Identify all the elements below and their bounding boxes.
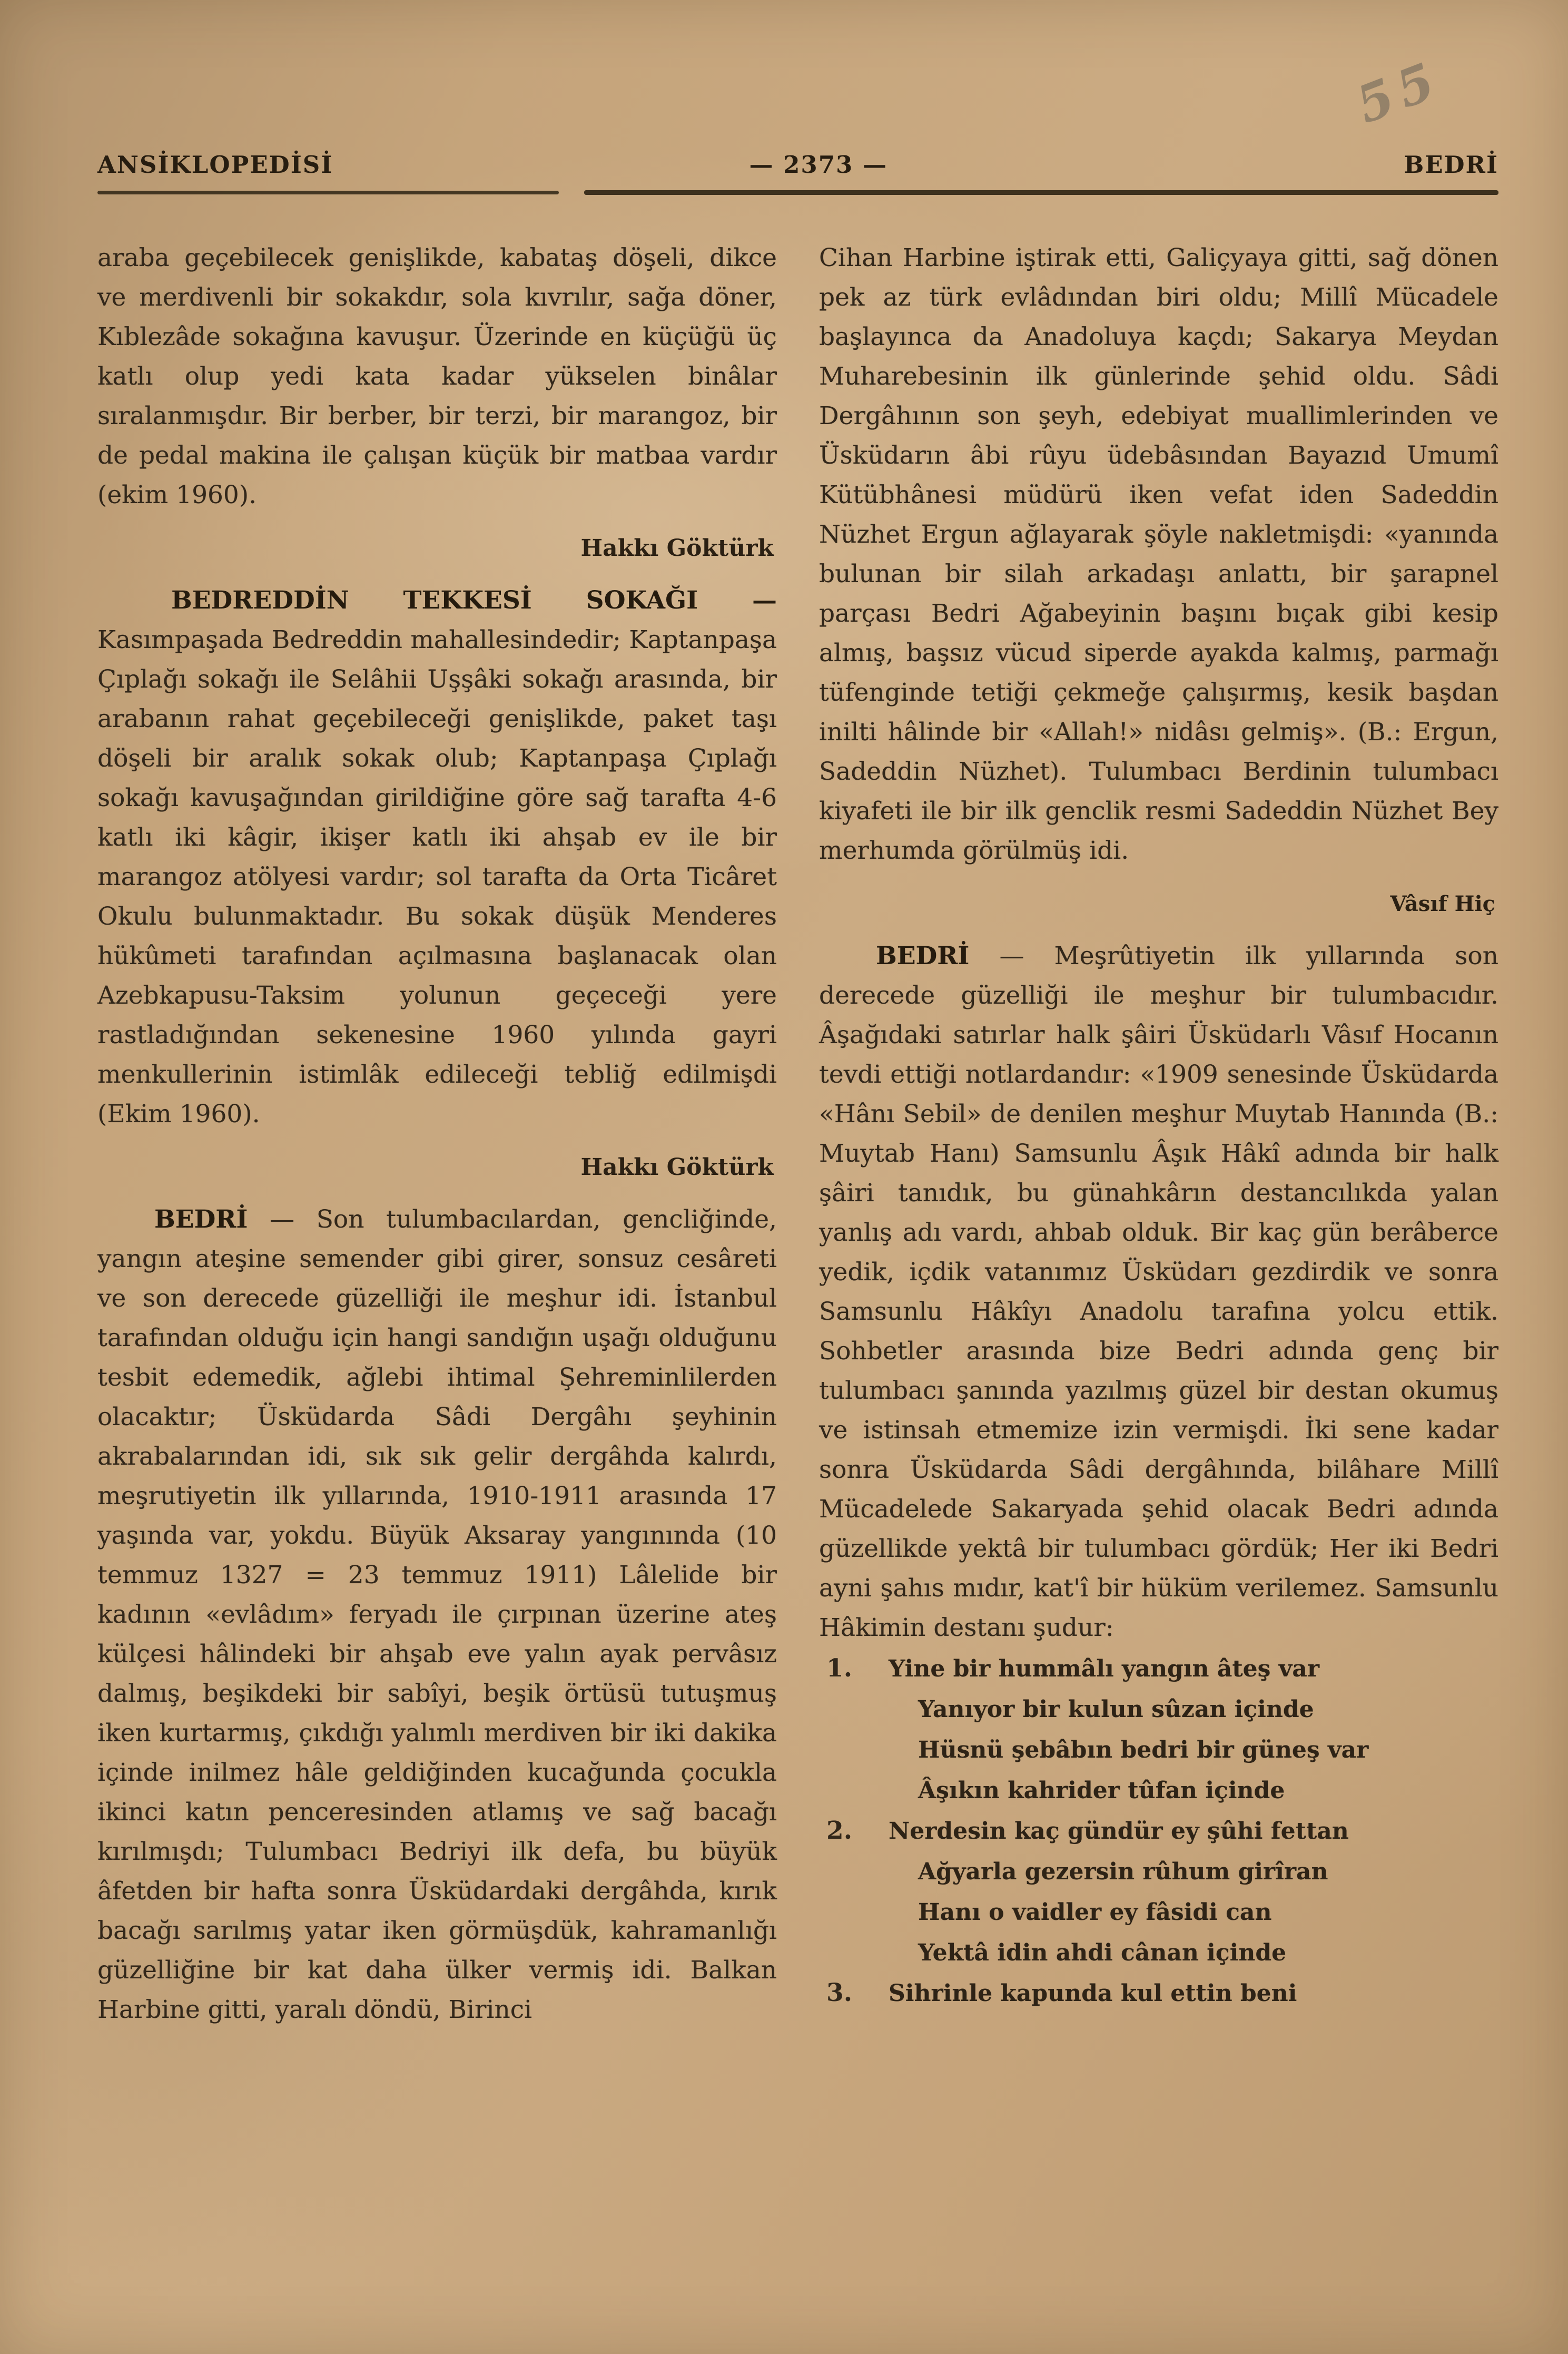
article-body-bedri: — Son tulumbacılardan, gencliğinde, yangın ateşine semender gibi girer, sonsuz cesâreti ve son derecede güzelliği ile meşhur idi. İstanbul tarafından olduğu için hangi sandığın uşağı olduğunu tesbit edemedik, ağlebi ihtimal Şehreminlilerden olacaktır; Üsküdarda Sâdi Dergâhı şeyhinin akrabalarından idi, sık sık gelir dergâhda kalırdı, meşrutiyetin ilk yıllarında, 1910-1911 arasında 17 yaşında var, yokdu. Büyük Aksaray yangınında (10 temmuz 1327 = 23 temmuz 1911) Lâlelide bir kadının «evlâdım» feryadı ile çırpınan üzerine ateş külçesi hâlindeki bir ahşab eve yalın ayak pervâsız dalmış, beşikdeki bir sabîyi, beşik örtüsü tutuşmuş iken kurtarmış, çıkdığı yalımlı merdiven bir iki dakika içinde inilmez hâle geldiğinden kucağunda çocukla ikinci katın penceresinden atlamış ve sağ bacağı kırılmışdı; Tulumbacı Bedriyi ilk defa, bu büyük âfetden bir hafta sonra Üsküdardaki dergâhda, kırık bacağı sarılmış yatar iken görmüşdük, kahramanlığı güzelliğine bir kat daha ülker vermiş idi. Balkan Harbine gitti, yaralı döndü, Birinci (97, 1205, 777, 2024)
verse-stanza (819, 1811, 1498, 1973)
verse-stanza (819, 1649, 1498, 1811)
header-rule-right-segment (584, 190, 1498, 195)
verse-line: Ağyarla gezersin rûhum girîran (918, 1858, 1328, 1885)
right-column (819, 238, 1498, 2029)
verse-line: Hanı o vaidler ey fâsidi can (918, 1899, 1272, 1926)
header-rule-left-segment (97, 191, 559, 194)
article-bedri-mesrutiyet (819, 936, 1498, 1647)
continuation-paragraph: araba geçebilecek genişlikde, kabataş döşeli, dikce ve merdivenli bir sokakdır, sola kıvrılır, sağa döner, Kıblezâde sokağına kavuşur. Üzerinde en küçüğü üç katlı olup yedi kata kadar yükselen binâlar sıralanmışdır. Bir berber, bir terzi, bir marangoz, bir de pedal makina ile çalışan küçük bir matbaa vardır (ekim 1960). (97, 243, 777, 509)
article-body-bedreddin-tekkesi-sokagi: Kasımpaşada Bedreddin mahallesindedir; Kaptanpaşa Çıplağı sokağı ile Selâhii Uşşâki sokağı arasında, bir arabanın rahat geçebileceği genişlikde, paket taşı döşeli bir aralık sokak olub; Kaptanpaşa Çıplağı sokağı kavuşağından girildiğine göre sağ tarafta 4-6 katlı iki kâgir, ikişer katlı iki ahşab ev ile bir marangoz atölyesi vardır; sol tarafta da Orta Ticâret Okulu bulunmaktadır. Bu sokak düşük Menderes hükûmeti tarafından açılmasına başlanacak olan Azebkapusu-Taksim yolunun geçeceği yere rastladığından sekenesine 1960 yılında gayri menkullerinin istimlâk edileceği tebliğ edilmişdi (Ekim 1960). (97, 625, 777, 1129)
author-signature: Vâsıf Hiç (1390, 891, 1495, 916)
stanza-number: 2. (826, 1816, 853, 1845)
verse-stanza (819, 1973, 1498, 2014)
article-body-bedri: — Meşrûtiyetin ilk yıllarında son derecede güzelliği ile meşhur bir tulumbacıdır. Âşağıdaki satırlar halk şâiri Üsküdarlı Vâsıf Hocanın tevdi ettiği notlardandır: «1909 senesinde Üsküdarda «Hânı Sebil» de denilen meşhur Muytab Hanında (B.: Muytab Hanı) Samsunlu Âşık Hâkî adında bir halk şâiri tanıdık, bu günahkârın destancılıkda yalan yanlış adı vardı, ahbab olduk. Bir kaç gün berâberce yedik, içdik vatanımız Üsküdarı gezdirdik ve sonra Samsunlu Hâkîyı Anadolu tarafına yolcu ettik. Sohbetler arasında bize Bedri adında genç bir tulumbacı şanında yazılmış güzel bir destan okumuş ve istinsah etmemize izin vermişdi. İki sene kadar sonra Üsküdarda Sâdi dergâhında, bilâhare Millî Mücadelede Sakaryada şehid olacak Bedri adında güzellikde yektâ bir tulumbacı gördük; Her iki Bedri ayni şahıs mıdır, kat'î bir hüküm verilemez. Samsunlu Hâkimin destanı şudur: (819, 941, 1498, 1642)
article-heading-bedri: BEDRİ (154, 1205, 248, 1234)
handwritten-page-mark: 55 (1348, 48, 1449, 135)
verse-line: Hüsnü şebâbın bedri bir güneş var (918, 1737, 1369, 1763)
header-page-number: — 2373 — (749, 151, 888, 179)
verse-line: Yanıyor bir kulun sûzan içinde (918, 1696, 1314, 1723)
author-signature: Hakkı Göktürk (580, 1154, 774, 1181)
header-article-title: BEDRİ (1404, 151, 1498, 179)
verse-line: Sihrinle kapunda kul ettin beni (889, 1980, 1297, 2007)
page-body (97, 238, 1498, 2029)
continuation-paragraph: Cihan Harbine iştirak etti, Galiçyaya gitti, sağ dönen pek az türk evlâdından biri oldu; Millî Mücadele başlayınca da Anadoluya kaçdı; Sakarya Meydan Muharebesinin ilk günlerinde şehid oldu. Sâdi Dergâhının son şeyh, edebiyat muallimlerinden ve Üsküdarın âbi rûyu üdebâsından Bayazıd Umumî Kütübhânesi müdürü iken vefat iden Sadeddin Nüzhet Ergun ağlayarak şöyle nakletmişdi: «yanında bulunan bir silah arkadaşı anlattı, bir şarapnel parçası Bedri Ağabeyinin başını bıçak gibi kesip almış, başsız vücud siperde ayakda kalmış, parmağı tüfenginde tetiği çekmeğe çalışırmış, kesik başdan inilti hâlinde bir «Allah!» nidâsı gelmiş». (B.: Ergun, Sadeddin Nüzhet). Tulumbacı Berdinin tulumbacı kiyafeti ile bir ilk genclik resmi Sadeddin Nüzhet Bey merhumda görülmüş idi. (819, 243, 1498, 865)
header-publication-title: ANSİKLOPEDİSİ (97, 151, 333, 179)
header-rule (97, 190, 1498, 195)
stanza-number: 1. (826, 1654, 853, 1683)
article-heading-bedreddin-tekkesi-sokagi: BEDREDDİN TEKKESİ SOKAĞI — (171, 586, 777, 615)
article-heading-bedri: BEDRİ (876, 941, 970, 970)
author-signature: Hakkı Göktürk (580, 535, 774, 562)
destan-verses (819, 1649, 1498, 2014)
verse-line: Nerdesin kaç gündür ey şûhi fettan (889, 1818, 1349, 1845)
left-column (97, 238, 777, 2029)
verse-line: Yektâ idin ahdi cânan içinde (918, 1939, 1287, 1966)
stanza-number: 3. (826, 1978, 853, 2007)
verse-line: Âşıkın kahrider tûfan içinde (918, 1777, 1285, 1804)
verse-line: Yine bir hummâlı yangın âteş var (889, 1655, 1320, 1682)
article-bedri-tulumbaci (97, 1200, 777, 2029)
page-header (97, 151, 1498, 179)
